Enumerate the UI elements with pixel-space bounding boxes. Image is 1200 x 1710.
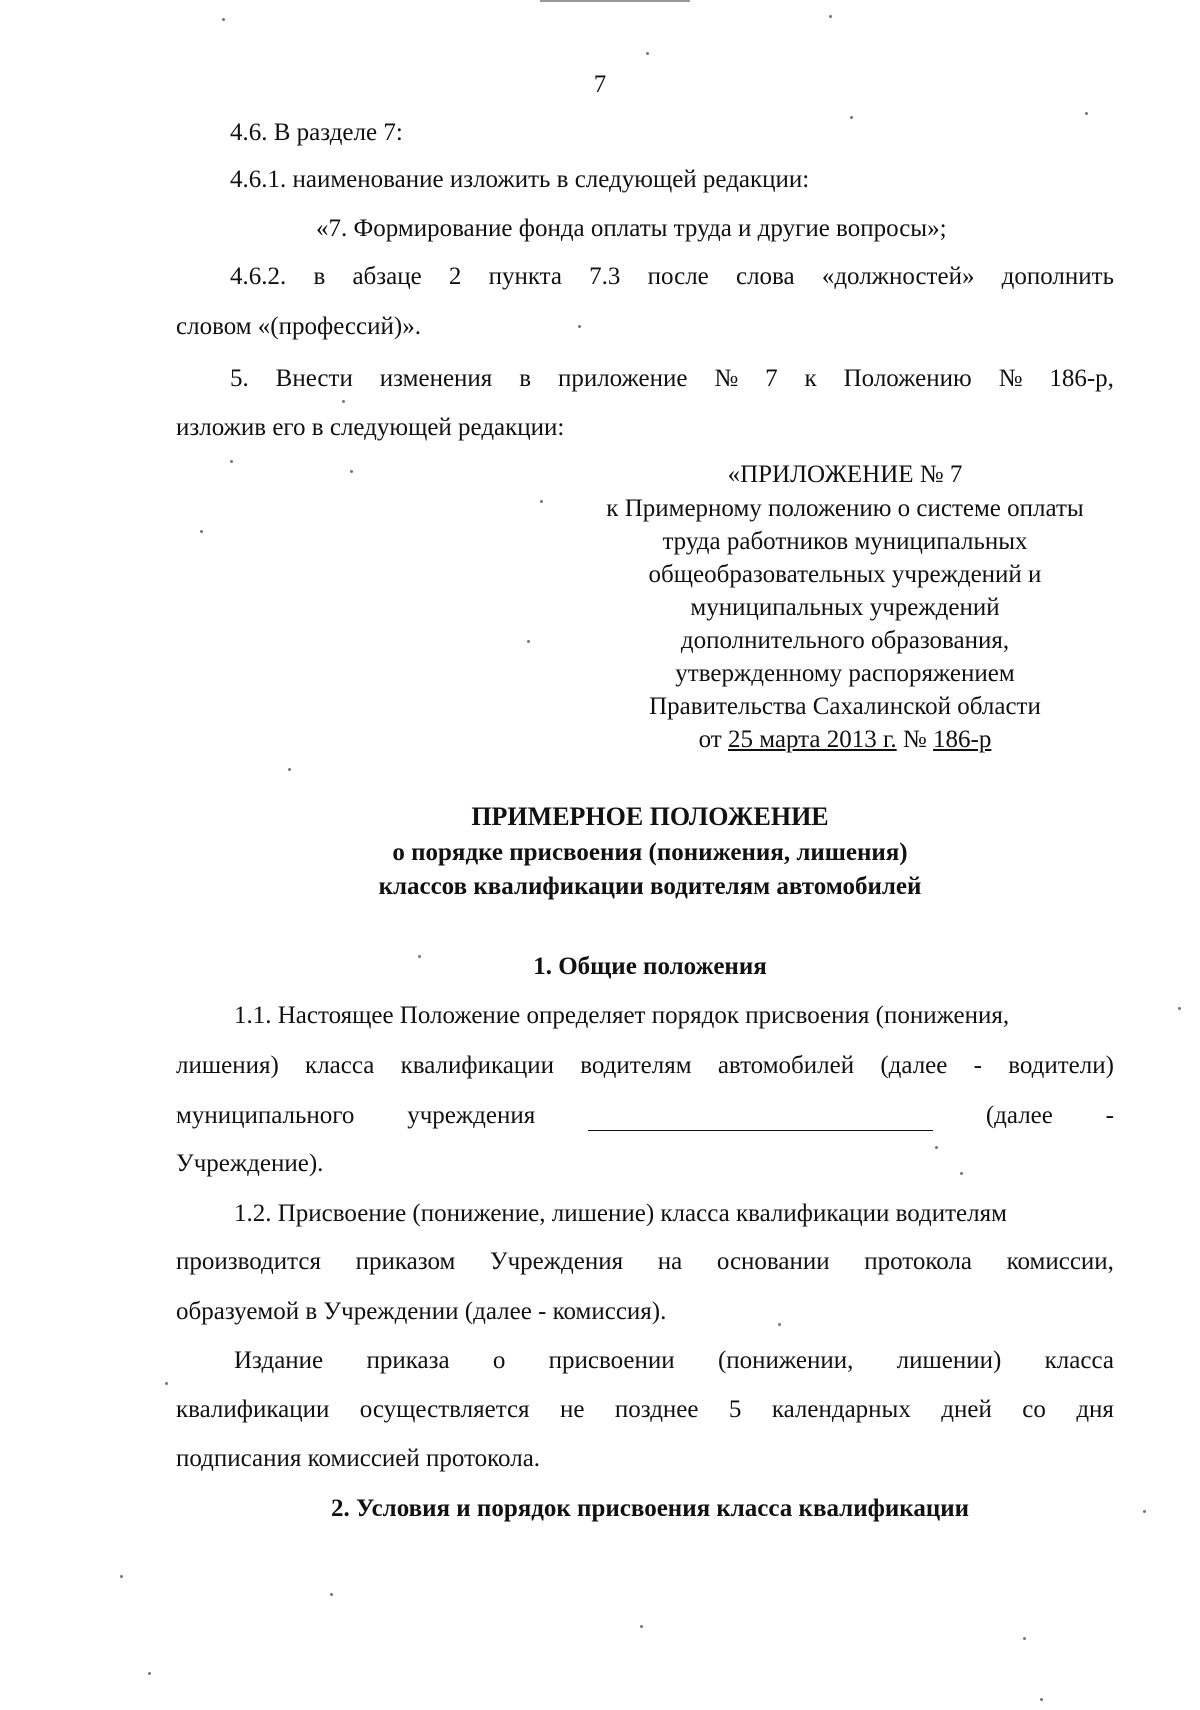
paragraph-4-6: 4.6. В разделе 7: <box>230 119 403 146</box>
word: № <box>714 365 739 392</box>
word: со <box>1022 1396 1046 1423</box>
word: 5 <box>728 1396 742 1423</box>
word: слова <box>735 263 795 290</box>
word: на <box>657 1248 683 1275</box>
paragraph-1-2-line-2 <box>176 1247 1114 1277</box>
word: класса <box>1044 1347 1114 1374</box>
word: календарных <box>771 1396 911 1423</box>
paragraph-issue-line-2 <box>176 1395 1114 1425</box>
paragraph-4-6-1-quote: «7. Формирование фонда оплаты труда и другие вопросы»; <box>316 215 947 242</box>
institution-name-blank <box>588 1108 933 1131</box>
scan-speck <box>148 1672 151 1675</box>
scan-speck <box>1143 1510 1146 1513</box>
word: после <box>647 263 709 290</box>
paragraph-1-1-line-4: Учреждение). <box>176 1150 324 1177</box>
word: абзаце <box>352 263 422 290</box>
word: муниципального <box>176 1102 355 1129</box>
paragraph-4-6-2-line-2: словом «(профессий)». <box>176 313 421 340</box>
appendix-header-line: «ПРИЛОЖЕНИЕ № 7 <box>727 461 963 488</box>
paragraph-1-1-line-1: 1.1. Настоящее Положение определяет порядок присвоения (понижения, <box>234 1002 1010 1029</box>
word: класса <box>305 1052 375 1079</box>
word: пункта <box>488 263 562 290</box>
paragraph-4-6-1: 4.6.1. наименование изложить в следующей редакции: <box>230 166 810 193</box>
section-2-heading: 2. Условия и порядок присвоения класса квалификации <box>330 1495 970 1522</box>
paragraph-4-6-2-line-1 <box>230 262 1114 292</box>
scan-speck <box>1178 1007 1181 1010</box>
word: не <box>559 1396 585 1423</box>
paragraph-1-2-line-1: 1.2. Присвоение (понижение, лишение) класса квалификации водителям <box>234 1200 1007 1227</box>
word: 5. <box>230 365 249 392</box>
word: приложение <box>557 365 688 392</box>
word: Положению <box>843 365 972 392</box>
paragraph-1-2-line-3: образуемой в Учреждении (далее - комиссия). <box>176 1298 667 1325</box>
scan-artifact <box>540 0 690 2</box>
scan-speck <box>418 955 421 958</box>
word: присвоении <box>548 1347 675 1374</box>
scan-speck <box>222 18 225 21</box>
word: водители) <box>1008 1052 1114 1079</box>
word: водителям <box>580 1052 692 1079</box>
word: приказом <box>355 1248 456 1275</box>
word: «должностей» <box>821 263 975 290</box>
word: 2 <box>448 263 462 290</box>
word: комиссии, <box>1006 1248 1114 1275</box>
document-subtitle-line-1: о порядке присвоения (понижения, лишения) <box>392 839 908 866</box>
paragraph-issue-line-3: подписания комиссией протокола. <box>176 1445 541 1472</box>
appendix-header-line: Правительства Сахалинской области <box>649 693 1041 720</box>
scan-speck <box>935 1146 938 1149</box>
word: 7 <box>765 365 778 392</box>
paragraph-1-1-line-2 <box>176 1051 1114 1081</box>
scan-speck <box>960 1172 963 1175</box>
appendix-header-line: труда работников муниципальных <box>662 528 1028 555</box>
appendix-header-line: дополнительного образования, <box>680 627 1010 654</box>
page-number: 7 <box>593 71 607 98</box>
word: учреждения <box>407 1102 536 1129</box>
scan-speck <box>850 116 853 119</box>
scan-speck <box>350 470 353 473</box>
appendix-header-line: утвержденному распоряжением <box>675 660 1015 687</box>
paragraph-issue-line-1 <box>234 1346 1114 1376</box>
scan-speck <box>120 1575 123 1578</box>
scan-speck <box>288 768 291 771</box>
word: к <box>804 365 817 392</box>
number-sign: № <box>896 726 934 753</box>
word: позднее <box>614 1396 699 1423</box>
decree-date: 25 марта 2013 г. <box>727 726 897 753</box>
scan-speck <box>1040 1698 1043 1701</box>
scan-speck <box>200 530 203 533</box>
scan-speck <box>527 640 530 643</box>
word: протокола <box>864 1248 973 1275</box>
paragraph-5-line-2: изложив его в следующей редакции: <box>176 414 565 441</box>
word: 186-р, <box>1049 365 1114 392</box>
date-prefix: от <box>698 726 728 753</box>
word: (далее <box>880 1052 948 1079</box>
word: лишения) <box>176 1052 279 1079</box>
document-subtitle-line-2: классов квалификации водителям автомобилей <box>378 873 922 900</box>
word: - <box>973 1052 982 1079</box>
word: (далее <box>985 1102 1053 1129</box>
word: в <box>519 365 532 392</box>
scan-speck <box>578 325 581 328</box>
paragraph-5-line-1 <box>230 364 1114 394</box>
scan-speck <box>342 400 345 403</box>
scan-speck <box>540 500 543 503</box>
appendix-header-line: муниципальных учреждений <box>690 594 1000 621</box>
document-title: ПРИМЕРНОЕ ПОЛОЖЕНИЕ <box>471 802 829 831</box>
appendix-header-date-line <box>570 725 1120 755</box>
scan-speck <box>829 15 832 18</box>
word: - <box>1105 1102 1114 1129</box>
word: 7.3 <box>589 263 621 290</box>
word: изменения <box>379 365 493 392</box>
word: 4.6.2. <box>230 263 287 290</box>
scan-speck <box>165 1382 168 1385</box>
word: основании <box>716 1248 830 1275</box>
word: квалификации <box>400 1052 554 1079</box>
scan-speck <box>646 52 649 55</box>
word: Внести <box>275 365 353 392</box>
word: № <box>998 365 1023 392</box>
word: приказа <box>366 1347 450 1374</box>
decree-number: 186-р <box>933 726 992 753</box>
word: Учреждения <box>489 1248 624 1275</box>
word: производится <box>176 1248 321 1275</box>
word: осуществляется <box>359 1396 530 1423</box>
word: в <box>313 263 326 290</box>
scan-speck <box>230 460 233 463</box>
scan-speck <box>1085 112 1088 115</box>
appendix-header-line: к Примерному положению о системе оплаты <box>606 495 1084 522</box>
section-1-heading: 1. Общие положения <box>533 953 767 980</box>
word: дней <box>941 1396 992 1423</box>
word: (понижении, <box>717 1347 854 1374</box>
scan-speck <box>640 1625 643 1628</box>
word: о <box>492 1347 506 1374</box>
word: дополнить <box>1001 263 1114 290</box>
scan-speck <box>778 1323 781 1326</box>
scan-speck <box>1023 1637 1026 1640</box>
paragraph-1-1-line-3 <box>176 1101 1114 1131</box>
word: лишении) <box>896 1347 1002 1374</box>
word: Издание <box>234 1347 324 1374</box>
word: автомобилей <box>717 1052 855 1079</box>
word: дня <box>1076 1396 1114 1423</box>
appendix-header-line: общеобразовательных учреждений и <box>648 561 1042 588</box>
scan-speck <box>330 1593 333 1596</box>
word: квалификации <box>176 1396 330 1423</box>
